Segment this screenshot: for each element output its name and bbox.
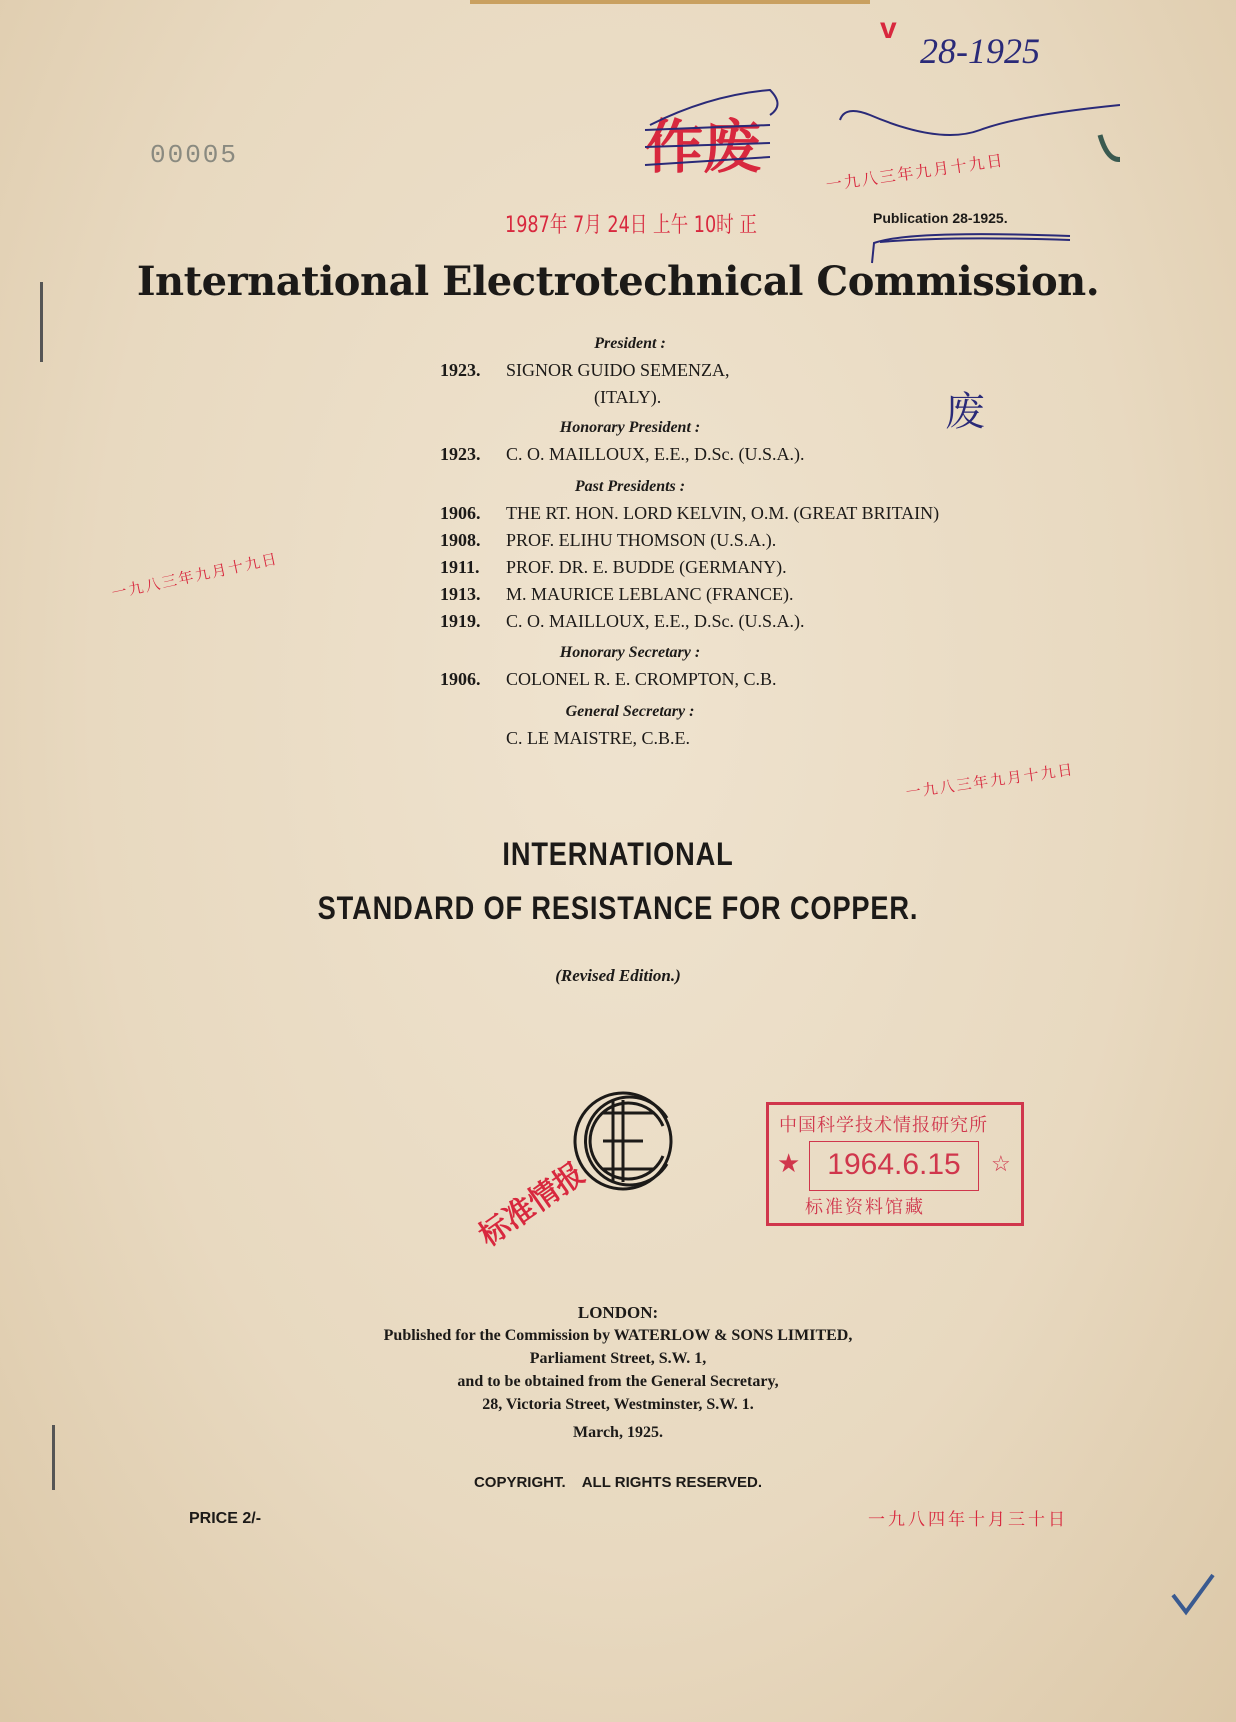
list-item: 1911. PROF. DR. E. BUDDE (GERMANY). bbox=[440, 557, 787, 577]
honorary-president-name: C. O. MAILLOUX, E.E., D.Sc. (U.S.A.). bbox=[506, 444, 805, 464]
list-item: 1908. PROF. ELIHU THOMSON (U.S.A.). bbox=[440, 530, 777, 550]
list-item: 1919. C. O. MAILLOUX, E.E., D.Sc. (U.S.A.). bbox=[440, 611, 805, 631]
handwritten-mark: 废 bbox=[945, 389, 985, 434]
iec-logo bbox=[573, 1088, 679, 1194]
copyright-notice: COPYRIGHT. ALL RIGHTS RESERVED. bbox=[473, 1474, 763, 1491]
edition-note: (Revised Edition.) bbox=[555, 966, 681, 985]
publication-number: Publication 28-1925. bbox=[873, 210, 1008, 226]
handwritten-reference: 28-1925 bbox=[920, 31, 1040, 71]
president-country: (ITALY). bbox=[594, 387, 662, 407]
blue-check-mark bbox=[1168, 1570, 1218, 1620]
star-icon: ★ bbox=[777, 1149, 801, 1178]
price: PRICE 2/- bbox=[189, 1510, 262, 1527]
void-stamp: 作废 bbox=[645, 113, 762, 181]
staple bbox=[52, 1425, 55, 1490]
honorary-secretary-label: Honorary Secretary : bbox=[559, 644, 701, 661]
date-stamp-bottom: 一九八四年十月三十日 bbox=[868, 1510, 1068, 1529]
imprint-line: and to be obtained from the General Secretary, bbox=[457, 1373, 779, 1390]
general-secretary-name: C. LE MAISTRE, C.B.E. bbox=[506, 728, 691, 748]
document-title-line1: INTERNATIONAL bbox=[502, 836, 734, 872]
top-edge-strip bbox=[470, 0, 870, 4]
president-label: President : bbox=[594, 335, 666, 352]
received-date-stamp: 1987年 7月 24日 上午 10时 正 bbox=[505, 213, 757, 238]
honorary-president-label: Honorary President : bbox=[559, 419, 701, 436]
imprint-date: March, 1925. bbox=[573, 1424, 663, 1441]
red-check-mark: v bbox=[880, 12, 897, 45]
imprint-line: Published for the Commission by WATERLOW & SONS LIMITED, bbox=[383, 1327, 853, 1344]
library-stamp-date: 1964.6.15 bbox=[827, 1148, 961, 1181]
president-name: SIGNOR GUIDO SEMENZA, bbox=[506, 360, 730, 380]
date-stamp-top: 一九八三年九月十九日 bbox=[824, 152, 1006, 195]
imprint-line: 28, Victoria Street, Westminster, S.W. 1. bbox=[482, 1396, 754, 1413]
staple bbox=[40, 282, 43, 362]
date-stamp-left: 一九八三年九月十九日 bbox=[110, 551, 281, 603]
date-stamp-right: 一九八三年九月十九日 bbox=[904, 762, 1076, 802]
general-secretary-label: General Secretary : bbox=[565, 703, 695, 720]
honorary-secretary-name: COLONEL R. E. CROMPTON, C.B. bbox=[506, 669, 777, 689]
past-presidents-label: Past Presidents : bbox=[574, 478, 686, 495]
red-seal: 标准情报 bbox=[472, 1156, 592, 1254]
year: 1906. bbox=[440, 669, 481, 689]
list-item: 1913. M. MAURICE LEBLANC (FRANCE). bbox=[440, 584, 794, 604]
star-icon: ☆ bbox=[991, 1151, 1011, 1176]
imprint-city: LONDON: bbox=[577, 1303, 659, 1322]
page-title: International Electrotechnical Commission. bbox=[136, 258, 1100, 305]
serial-number: 00005 bbox=[150, 140, 239, 170]
library-stamp: 中国科学技术情报研究所 ★ ☆ 1964.6.15 标准资料馆藏 bbox=[766, 1102, 1024, 1226]
year: 1923. bbox=[440, 360, 481, 380]
imprint-line: Parliament Street, S.W. 1, bbox=[529, 1350, 707, 1367]
year: 1923. bbox=[440, 444, 481, 464]
document-title-line2: STANDARD OF RESISTANCE FOR COPPER. bbox=[317, 890, 919, 926]
list-item: 1906. THE RT. HON. LORD KELVIN, O.M. (GREAT BRITAIN) bbox=[440, 503, 940, 523]
